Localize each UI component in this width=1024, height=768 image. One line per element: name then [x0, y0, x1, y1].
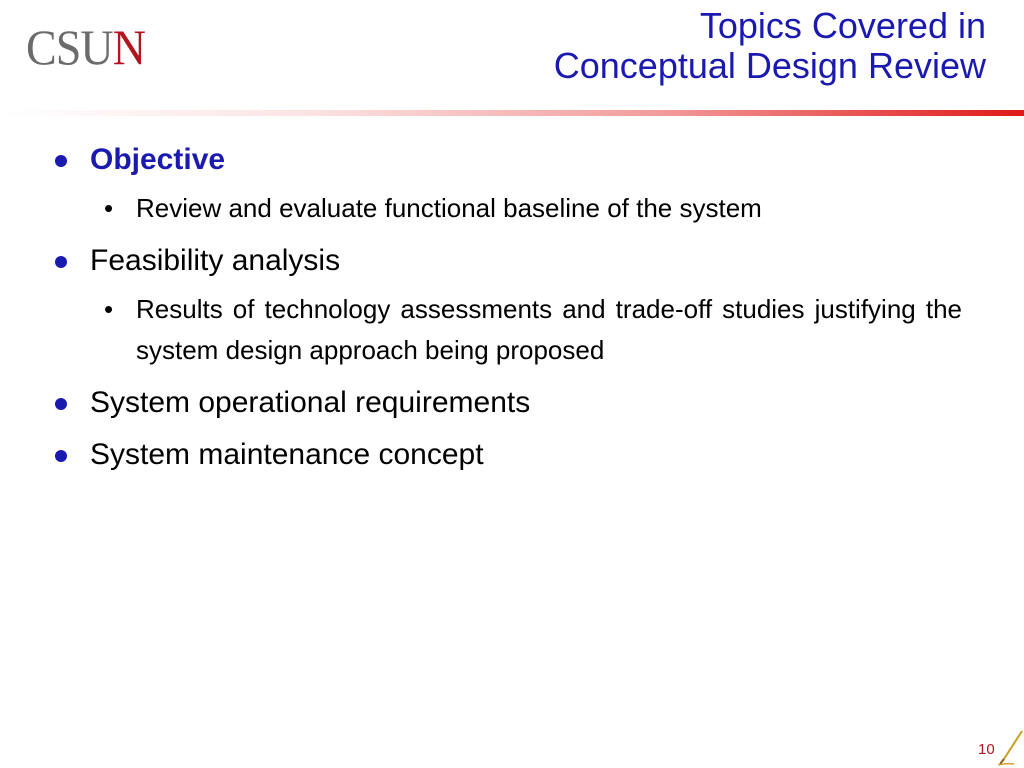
slide-title — [346, 6, 986, 86]
pen-icon — [994, 729, 1024, 767]
logo — [26, 19, 146, 75]
sub-bullet-marker: • — [104, 193, 114, 223]
bullet-text: Feasibility analysis — [90, 244, 341, 277]
bullet-feasibility — [52, 241, 962, 281]
sub-bullet-text: Review and evaluate functional baseline of the system — [136, 193, 762, 223]
bullet-text: System maintenance concept — [90, 438, 484, 471]
bullet-text: Objective — [90, 143, 226, 176]
bullet-dot-icon — [55, 155, 67, 167]
title-divider — [0, 110, 1024, 116]
bullet-objective — [52, 140, 962, 180]
sub-bullet-objective — [52, 188, 962, 229]
sub-bullet-feasibility — [52, 289, 962, 371]
bullet-text: System operational requirements — [90, 386, 531, 419]
page-number: 10 — [978, 741, 995, 758]
bullet-maintenance-concept — [52, 435, 962, 475]
bullet-dot-icon — [55, 256, 67, 268]
sub-bullet-text: Results of technology assessments and trade-off studies justifying the system design approach being proposed — [136, 294, 962, 365]
logo-letters-gray: CSU — [26, 19, 113, 75]
slide-title-line1: Topics Covered in — [699, 5, 986, 46]
bullet-operational-requirements — [52, 383, 962, 423]
logo-letter-red: N — [112, 19, 146, 75]
bullet-dot-icon — [55, 398, 67, 410]
slide-title-line2: Conceptual Design Review — [553, 45, 986, 86]
sub-bullet-marker: • — [104, 294, 114, 324]
bullet-list — [52, 140, 962, 475]
bullet-dot-icon — [55, 450, 67, 462]
